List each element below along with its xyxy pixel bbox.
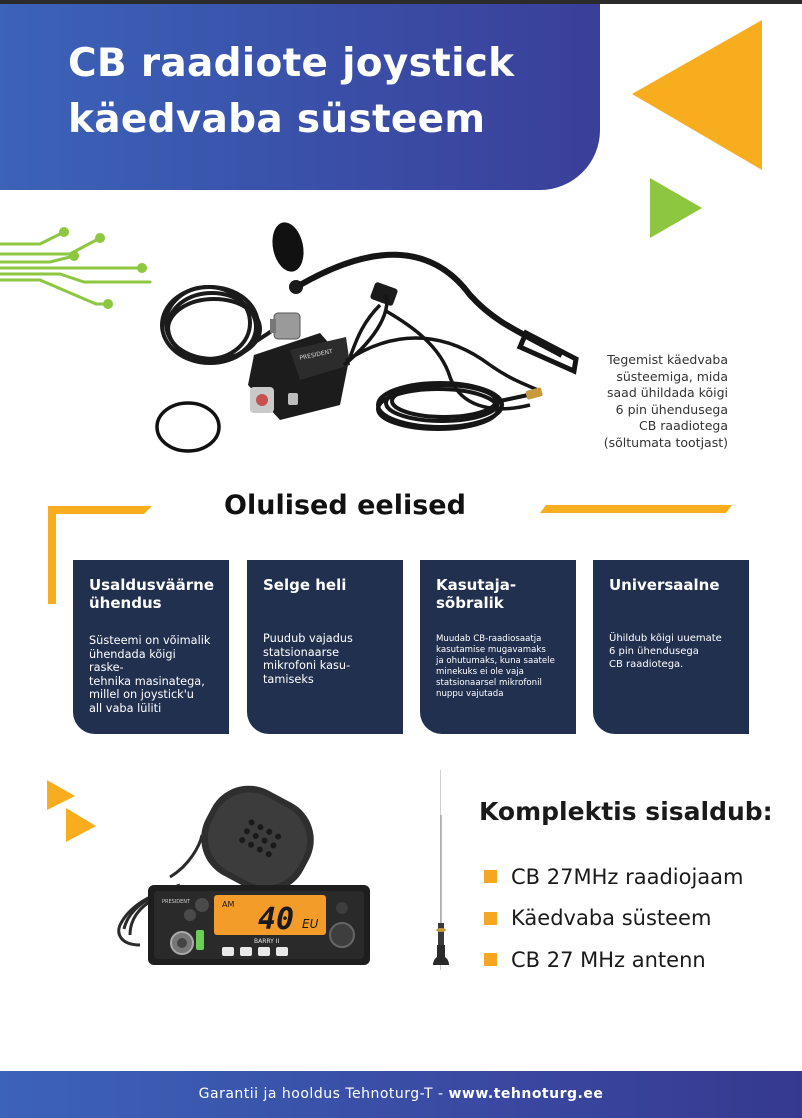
hero-banner [0,4,600,190]
handsfree-kit-image [150,215,590,465]
svg-text:PRESIDENT: PRESIDENT [298,348,334,362]
benefit-card-reliable [73,560,229,734]
benefit-card-title: Universaalne [609,576,720,594]
card-title-line: Kasutaja- [436,576,517,594]
card-text-line: ühendada kõigi raske- [89,647,176,675]
circuit-lines-icon [0,222,160,314]
list-item [484,856,744,898]
intro-line: Tegemist käedvaba [607,352,728,367]
intro-line: 6 pin ühendusega [615,401,728,417]
card-text-line: Süsteemi on võimalik [89,634,211,647]
benefit-card-title [89,576,213,612]
card-text-line: minekuks ei ole vaja [436,667,524,677]
square-bullet-icon [484,912,497,925]
benefit-card-clear-sound [247,560,403,734]
card-text-line: Puudub vajadus [263,632,353,645]
card-text-line: tamiseks [263,672,314,686]
kit-item-label: Käedvaba süsteem [511,906,712,931]
orange-triangle-icon [628,18,768,173]
card-text-line: Ühildub kõigi uuemate [609,633,722,644]
kit-list [484,856,744,981]
list-item [484,898,744,940]
card-title-line: ühendus [89,594,162,612]
antenna-icon [430,815,452,975]
card-text-line: statsionaarsel mikrofonil [436,678,542,688]
card-text-line: statsionaarse [263,645,340,659]
title-line-1: CB raadiote joystick [68,41,515,86]
cb-radio-image [110,785,375,970]
radio-brand-text: PRESIDENT [162,899,191,905]
intro-line: saad ühildada kõigi [606,385,728,400]
kit-item-label: CB 27MHz raadiojaam [511,864,744,889]
card-text-line: tehnika masinatega, [89,674,205,688]
card-text-line: ja ohutumaks, kuna saatele [436,656,555,666]
page-title [68,36,588,148]
square-bullet-icon [484,953,497,966]
orange-arrows-icon [44,778,100,844]
footer-text: Garantii ja hooldus Tehnoturg-T - [198,1086,449,1102]
card-text-line: mikrofoni kasu- [263,659,351,673]
radio-channel-text: 40 [258,902,295,937]
footer-link[interactable]: www.tehnoturg.ee [448,1086,604,1102]
radio-model-text: BARRY II [254,938,280,945]
intro-description [578,352,728,451]
card-text-line: millel on joystick'u [89,688,194,702]
benefits-title: Olulised eelised [224,490,466,521]
intro-line: CB raadiotega [639,418,728,433]
card-text-line: nuppu vajutada [436,689,504,699]
kit-item-label: CB 27 MHz antenn [511,947,706,972]
benefit-card-user-friendly [420,560,576,734]
square-bullet-icon [484,870,497,883]
benefit-card-text [609,632,733,671]
benefit-card-text [436,634,560,700]
card-title-line: sõbralik [436,594,504,612]
card-text-line: all vaba lüliti [89,701,162,715]
card-text-line: kasutamise mugavamaks [436,645,546,655]
card-title-line: Usaldusväärne [89,576,214,594]
benefit-card-title [436,576,560,612]
card-text-line: Muudab CB-raadiosaatja [436,634,542,644]
footer [0,1071,802,1118]
radio-region-text: EU [302,917,319,931]
kit-title: Komplektis sisaldub: [479,797,773,826]
title-line-2: käedvaba süsteem [68,97,486,142]
benefit-card-universal [593,560,749,734]
card-text-line: CB raadiotega. [609,659,684,670]
green-play-icon [648,176,706,240]
intro-line: süsteemiga, mida [616,368,728,384]
card-text-line: 6 pin ühendusega [609,646,699,657]
benefit-card-text [263,632,387,686]
radio-mode-text: AM [222,900,235,909]
list-item [484,939,744,981]
benefit-card-text [89,634,213,716]
benefit-card-title: Selge heli [263,576,347,594]
intro-line: (sõltumata tootjast) [603,434,728,450]
